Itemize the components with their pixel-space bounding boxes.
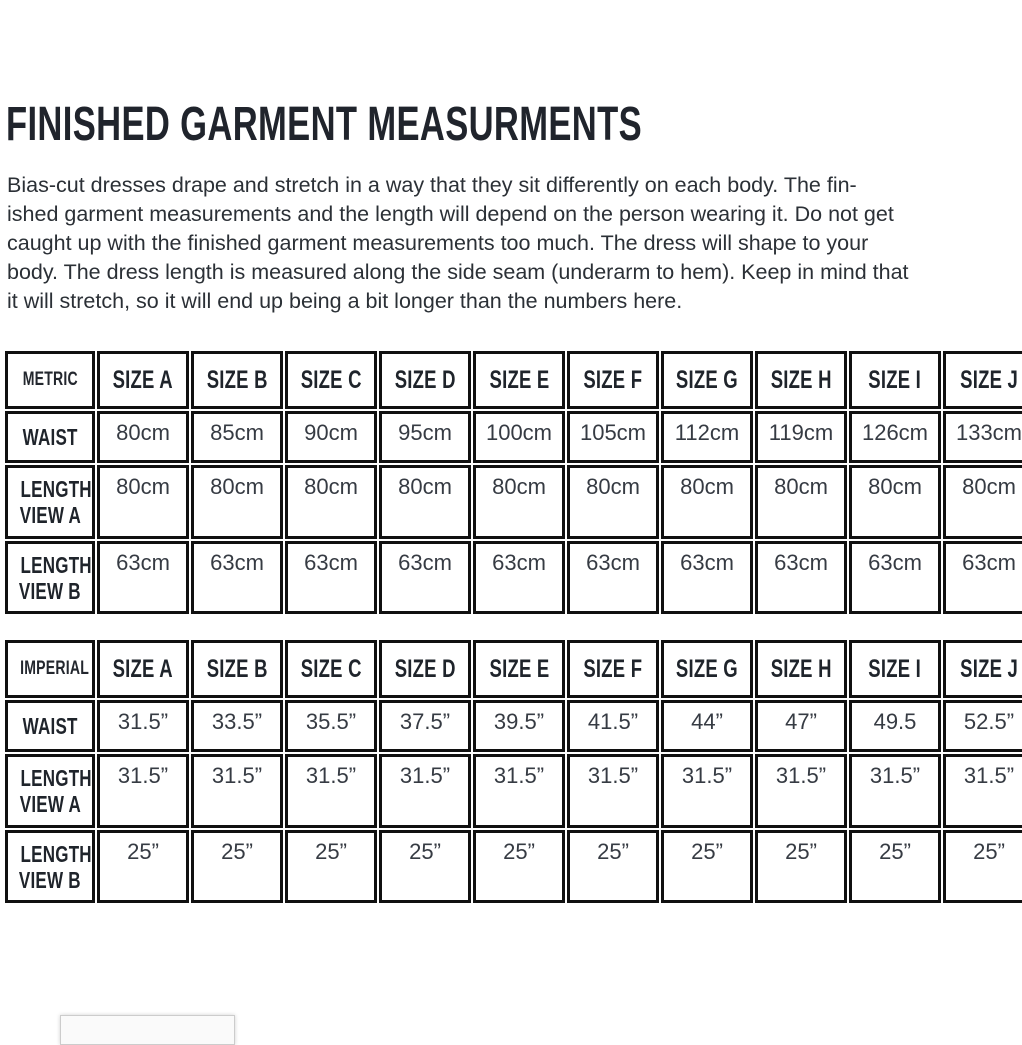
row-label-line: WAIST [22, 424, 78, 450]
row-label-cell [5, 541, 95, 614]
metric-length-view-b-value: 63cm [849, 541, 941, 614]
metric-length-view-b-value: 63cm [97, 541, 189, 614]
row-label-line: VIEW B [19, 577, 81, 604]
size-header-label: SIZE G [675, 365, 738, 394]
size-header-label: SIZE F [583, 365, 643, 394]
size-header-cell [473, 351, 565, 409]
imperial-length-view-b-value: 25” [849, 830, 941, 903]
metric-waist-value: 95cm [379, 411, 471, 463]
size-header-cell [849, 351, 941, 409]
metric-length-view-a-value: 80cm [943, 465, 1022, 539]
imperial-header-row [5, 640, 1022, 698]
size-header-cell [473, 640, 565, 698]
metric-unit-cell [5, 351, 95, 409]
imperial-waist-value: 47” [755, 700, 847, 752]
metric-length-view-a-value: 80cm [567, 465, 659, 539]
row-label-cell [5, 830, 95, 903]
imperial-length-view-b-value: 25” [379, 830, 471, 903]
size-header-label: SIZE D [394, 365, 456, 394]
size-header-cell [661, 640, 753, 698]
metric-length-view-a-value: 80cm [379, 465, 471, 539]
metric-length-view-b-value: 63cm [567, 541, 659, 614]
size-header-cell [285, 640, 377, 698]
size-header-label: SIZE B [206, 365, 268, 394]
imperial-waist-value: 31.5” [97, 700, 189, 752]
imperial-waist-value: 41.5” [567, 700, 659, 752]
metric-waist-value: 105cm [567, 411, 659, 463]
size-header-cell [379, 351, 471, 409]
page-title [6, 100, 1022, 150]
imperial-length-view-a-value: 31.5” [849, 754, 941, 828]
imperial-length-view-b-value: 25” [661, 830, 753, 903]
imperial-length-view-b-value: 25” [191, 830, 283, 903]
imperial-waist-value: 37.5” [379, 700, 471, 752]
size-header-cell [97, 351, 189, 409]
size-header-cell [661, 351, 753, 409]
size-header-label: SIZE D [394, 654, 456, 683]
metric-length-view-b-value: 63cm [755, 541, 847, 614]
row-label-cell [5, 754, 95, 828]
intro-line: caught up with the finished garment measurements too much. The dress will shape to your [7, 231, 869, 255]
size-header-cell [849, 640, 941, 698]
size-header-cell [755, 640, 847, 698]
imperial-waist-value: 44” [661, 700, 753, 752]
metric-length-view-b-value: 63cm [661, 541, 753, 614]
size-header-cell [567, 640, 659, 698]
row-label-line: VIEW B [19, 866, 81, 893]
metric-waist-value: 100cm [473, 411, 565, 463]
imperial-length-view-b-value: 25” [755, 830, 847, 903]
size-header-label: SIZE H [770, 365, 832, 394]
row-label-cell [5, 700, 95, 752]
size-header-label: SIZE A [112, 365, 174, 394]
metric-table [3, 349, 1022, 616]
size-header-label: SIZE H [770, 654, 832, 683]
metric-length-view-b-row [5, 541, 1022, 614]
cutoff-thumbnail[interactable] [60, 1015, 235, 1045]
size-header-cell [191, 640, 283, 698]
size-header-cell [379, 640, 471, 698]
size-header-label: SIZE I [868, 365, 922, 394]
metric-length-view-a-value: 80cm [285, 465, 377, 539]
size-header-label: SIZE E [489, 654, 549, 683]
metric-length-view-a-row [5, 465, 1022, 539]
row-label-line: VIEW A [19, 502, 81, 528]
metric-length-view-a-value: 80cm [849, 465, 941, 539]
metric-waist-value: 133cm [943, 411, 1022, 463]
metric-unit-label: METRIC [22, 369, 78, 390]
size-header-label: SIZE B [206, 654, 268, 683]
metric-waist-value: 112cm [661, 411, 753, 463]
size-header-label: SIZE F [583, 654, 643, 683]
size-header-label: SIZE J [960, 365, 1018, 394]
row-label-line: LENGTH [20, 765, 92, 791]
imperial-length-view-a-value: 31.5” [379, 754, 471, 828]
size-header-cell [567, 351, 659, 409]
size-header-cell [97, 640, 189, 698]
imperial-length-view-b-value: 25” [285, 830, 377, 903]
imperial-length-view-a-value: 31.5” [661, 754, 753, 828]
intro-paragraph [7, 171, 1022, 316]
intro-line: Bias-cut dresses drape and stretch in a way that they sit differently on each body. The fin- [7, 173, 857, 197]
imperial-length-view-b-value: 25” [473, 830, 565, 903]
imperial-waist-value: 35.5” [285, 700, 377, 752]
metric-waist-value: 80cm [97, 411, 189, 463]
metric-length-view-a-value: 80cm [191, 465, 283, 539]
imperial-waist-value: 52.5” [943, 700, 1022, 752]
imperial-length-view-a-value: 31.5” [97, 754, 189, 828]
size-header-label: SIZE C [300, 365, 362, 394]
imperial-unit-cell [5, 640, 95, 698]
imperial-length-view-a-value: 31.5” [191, 754, 283, 828]
imperial-table [3, 638, 1022, 905]
metric-length-view-a-value: 80cm [473, 465, 565, 539]
row-label-line: VIEW A [19, 791, 81, 817]
metric-waist-value: 119cm [755, 411, 847, 463]
metric-length-view-a-value: 80cm [661, 465, 753, 539]
page-title-text: FINISHED GARMENT MEASURMENTS [6, 98, 643, 151]
size-header-cell [191, 351, 283, 409]
imperial-waist-value: 39.5” [473, 700, 565, 752]
metric-waist-value: 90cm [285, 411, 377, 463]
metric-waist-value: 126cm [849, 411, 941, 463]
imperial-length-view-a-value: 31.5” [943, 754, 1022, 828]
metric-length-view-a-value: 80cm [755, 465, 847, 539]
imperial-waist-value: 49.5 [849, 700, 941, 752]
row-label-line: LENGTH [20, 551, 92, 578]
imperial-waist-value: 33.5” [191, 700, 283, 752]
size-header-cell [285, 351, 377, 409]
imperial-length-view-a-row [5, 754, 1022, 828]
metric-length-view-b-value: 63cm [473, 541, 565, 614]
imperial-length-view-b-value: 25” [567, 830, 659, 903]
size-header-label: SIZE G [675, 654, 738, 683]
row-label-line: WAIST [22, 713, 78, 739]
metric-length-view-b-value: 63cm [191, 541, 283, 614]
metric-length-view-b-value: 63cm [379, 541, 471, 614]
row-label-line: LENGTH [20, 476, 92, 502]
size-header-label: SIZE A [112, 654, 174, 683]
row-label-cell [5, 411, 95, 463]
metric-length-view-a-value: 80cm [97, 465, 189, 539]
size-header-label: SIZE E [489, 365, 549, 394]
imperial-length-view-b-value: 25” [943, 830, 1022, 903]
imperial-length-view-b-value: 25” [97, 830, 189, 903]
row-label-cell [5, 465, 95, 539]
size-header-label: SIZE J [960, 654, 1018, 683]
measurement-tables [0, 349, 1022, 905]
imperial-length-view-a-value: 31.5” [473, 754, 565, 828]
size-header-cell [943, 640, 1022, 698]
size-header-cell [943, 351, 1022, 409]
metric-waist-value: 85cm [191, 411, 283, 463]
imperial-length-view-a-value: 31.5” [567, 754, 659, 828]
size-header-label: SIZE C [300, 654, 362, 683]
intro-line: ished garment measurements and the length will depend on the person wearing it. Do not get [7, 202, 894, 226]
intro-line: it will stretch, so it will end up being a bit longer than the numbers here. [7, 289, 683, 313]
imperial-unit-label: IMPERIAL [20, 658, 90, 679]
metric-length-view-b-value: 63cm [285, 541, 377, 614]
size-header-label: SIZE I [868, 654, 922, 683]
imperial-waist-row [5, 700, 1022, 752]
row-label-line: LENGTH [20, 840, 92, 867]
metric-length-view-b-value: 63cm [943, 541, 1022, 614]
imperial-length-view-a-value: 31.5” [755, 754, 847, 828]
size-header-cell [755, 351, 847, 409]
intro-line: body. The dress length is measured along the side seam (underarm to hem). Keep in mind that [7, 260, 909, 284]
metric-waist-row [5, 411, 1022, 463]
imperial-length-view-b-row [5, 830, 1022, 903]
imperial-length-view-a-value: 31.5” [285, 754, 377, 828]
metric-header-row [5, 351, 1022, 409]
